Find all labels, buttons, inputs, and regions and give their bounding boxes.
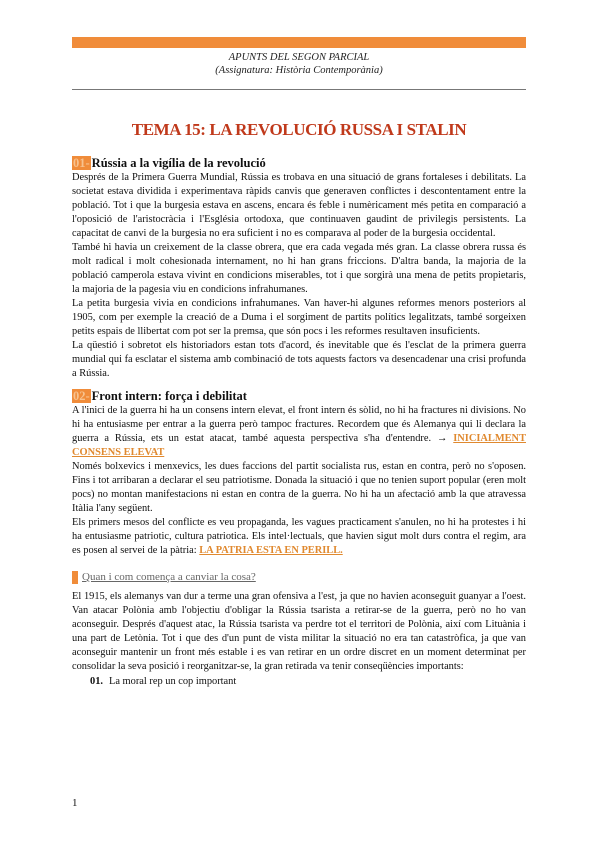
section-2-paragraph-1 [72, 404, 526, 460]
subsection-title: Quan i com comença a canviar la cosa? [82, 571, 256, 583]
list-item-number: 01. [90, 676, 103, 687]
subsection-marker [72, 571, 78, 584]
section-2-paragraph-3 [72, 516, 526, 558]
section-2-title: Front intern: força i debilitat [91, 389, 247, 403]
section-1-paragraph-2: També hi havia un creixement de la classe obrera, que era cada vegada més gran. La classe obrera russa és molt radical i molt cohesionada internament, no hi han grans friccions. D'altra banda, la majoria de la població camperola estava vivint en condicions miserables, tot i que sorgirà una mena de petits propietaris, la majoria de la pagesia viu en condicions infrahumanes. [72, 242, 526, 295]
subsection-heading [72, 570, 526, 584]
list-item-text: La moral rep un cop important [109, 676, 237, 687]
header-line-1: APUNTS DEL SEGON PARCIAL [228, 52, 370, 63]
section-1-title: Rússia a la vigília de la revolució [91, 156, 266, 170]
section-2-paragraph-2: Només bolxevics i menxevics, les dues faccions del partit socialista rus, estan en contra, però no s'oposen. Fins i tot arribaran a declarar el seu patriotisme. Donada la situació i que no tenien suport popular (eren molt pocs) no montan manifestacions ni estan en contra de la guerra. No hi ha un afectació amb la que atravessa Itàlia l'any següent. [72, 461, 526, 514]
section-2-paragraph-1-text: A l'inici de la guerra hi ha un consens intern elevat, el front intern és sòlid, no hi ha fractures ni divisions. No hi ha entusiasme per entrar a la guerra però tampoc fractures. Recordem que és Alemanya qui li declara la guerra a Rússia, ets un estat atacat, també aquesta perspectiva s'ha d'entendre. → [72, 405, 526, 444]
section-2-heading [72, 389, 526, 403]
section-1-paragraph-3: La petita burgesia vivia en condicions infrahumanes. Van haver-hi algunes reformes menors posteriors al 1905, com per exemple la creació de a Duma i el sorgiment de partits polítics legalitzats, també sorgeixen petits espais de llibertat com pot ser la premsa, que són pocs i les reformes resultaven insuficients. [72, 298, 526, 337]
header-line-2: (Assignatura: Història Contemporània) [215, 65, 383, 76]
section-2-paragraph-3-text: Els primers mesos del conflicte es veu propaganda, les vagues practicament s'anulen, no hi ha protestes i hi ha entusiasme patriotic, cultura patriotica. Els intel·lectuals, que havien sigut molt durs contra el regim, ara es posen al servei de la pàtria: [72, 517, 526, 556]
patria-highlight: LA PATRIA ESTA EN PERILL. [199, 545, 343, 556]
document-body [72, 156, 526, 689]
section-1-paragraph-4: La qüestió i sobretot els historiadors estan tots d'acord, és inevitable que és l'esclat de la primera guerra mundial qui fa esclatar el sistema amb combinació de tots aquests factors va desencadenar una crisi profunda a Rússia. [72, 340, 526, 379]
section-1-number: 01- [73, 156, 90, 170]
section-1-heading [72, 156, 526, 170]
list-item [72, 675, 526, 689]
document-title: TEMA 15: LA REVOLUCIÓ RUSSA I STALIN [131, 120, 467, 139]
page-number: 1 [72, 797, 78, 809]
header-accent-bar [72, 37, 526, 48]
page-header [72, 51, 526, 77]
section-2-number: 02- [73, 389, 90, 403]
header-divider [72, 89, 526, 90]
subsection-paragraph: El 1915, els alemanys van dur a terme una gran ofensiva a l'est, ja que no havien aconseguit guanyar a l'oest. Van atacar Polònia amb l'objectiu d'obligar la Rússia tsarista a retirar-se de la guerra, però no ho van aconseguir. Després d'aquest atac, la Rússia tsarista va perdre tot el territori de Polònia, així com Lituània i una part de Letònia. Tot i que des d'un punt de vista militar la situació no era tan catastròfica, ja que van aconseguir mantenir un front més estable i es van retirar en un ordre discret en un moment determinat per consolidar la seva posició i reorganitzar-se, la gran retirada va tenir conseqüències importants: [72, 591, 526, 672]
consens-highlight: INICIALMENT CONSENS ELEVAT [72, 433, 526, 458]
section-1-paragraph-1: Després de la Primera Guerra Mundial, Rússia es trobava en una situació de grans fortaleses i debilitats. La societat estava dividida i experimentava ràpids canvis que generaven conflictes i descontentament entre la població. Tot i que la burgesia estava en ascens, encara és feble i numèricament més petita en comparació a l'oposició de l'aristocràcia i l'Església ortodoxa, que continuaven gaudint de privilegis persistents. La capacitat de canvi de la burgesia no era suficient i no es comparava al poder de la burgesia occidental. [72, 172, 526, 239]
